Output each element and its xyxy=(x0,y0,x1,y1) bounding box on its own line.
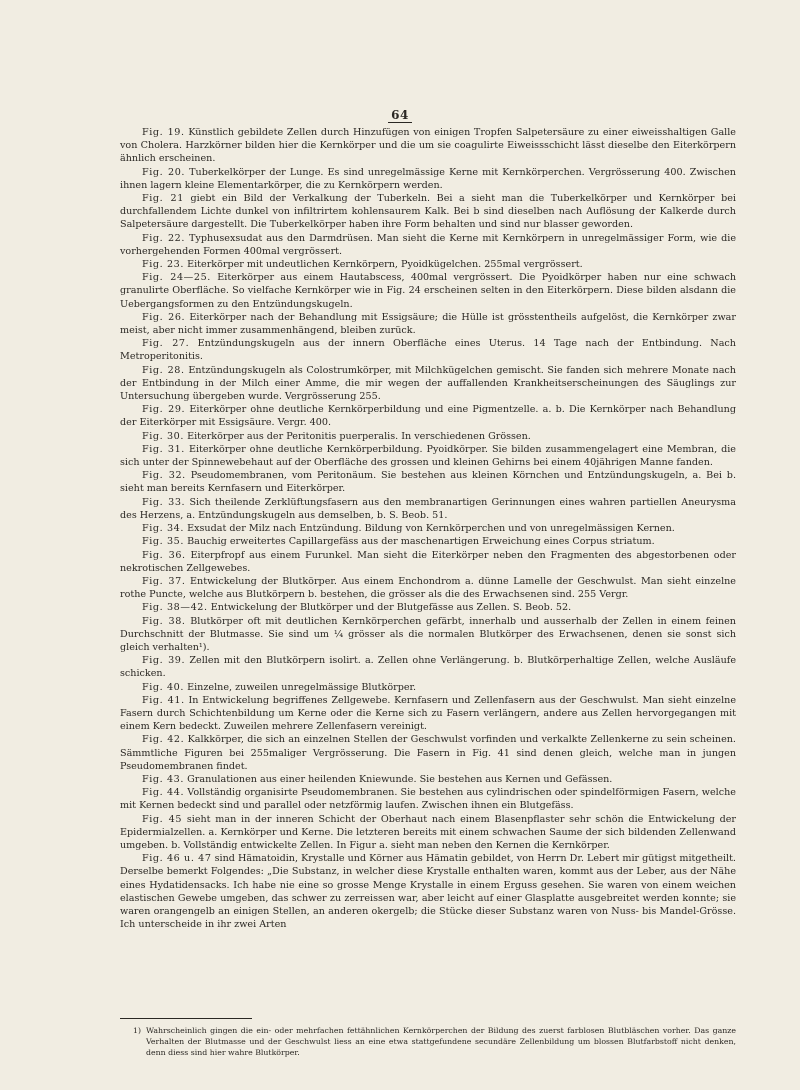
figure-description xyxy=(120,258,736,271)
figure-description xyxy=(120,443,736,469)
figure-reference: Fig. 38. xyxy=(142,615,186,627)
figure-description xyxy=(120,192,736,232)
figure-reference: Fig. 32. xyxy=(142,470,186,482)
figure-caption-text: Eiterkörper aus einem Hautabscess, 400mal vergrössert. Die Pyoidkörper haben nur eine schwach granulirte Oberfläche. So vielfache Kernkörper wie in Fig. 24 erscheinen selten in den Eiterkörpern. Diese bilden alsdann die Uebergangsformen zu den Entzündungskugeln. xyxy=(120,272,736,310)
figure-reference: Fig. 46 u. 47 xyxy=(142,853,212,865)
figure-reference: Fig. 23. xyxy=(142,259,185,271)
figure-reference: Fig. 20. xyxy=(142,166,186,178)
figure-description xyxy=(120,232,736,258)
figure-caption-text: Granulationen aus einer heilenden Kniewunde. Sie bestehen aus Kernen und Gefässen. xyxy=(187,773,613,785)
figure-reference: Fig. 31. xyxy=(142,443,185,455)
figure-description xyxy=(120,403,736,429)
figure-description xyxy=(120,852,736,931)
figure-reference: Fig. 45 xyxy=(142,813,183,825)
figure-description xyxy=(120,496,736,522)
figure-caption-text: Eiterpfropf aus einem Furunkel. Man sieht die Eiterkörper neben den Fragmenten des abgestorbenen oder nekrotischen Zellgewebes. xyxy=(120,549,736,574)
figure-reference: Fig. 44. xyxy=(142,787,185,799)
figure-description xyxy=(120,430,736,443)
figure-caption-text: Eiterkörper aus der Peritonitis puerperalis. In verschiedenen Grössen. xyxy=(187,430,531,442)
figure-reference: Fig. 43. xyxy=(142,773,185,785)
figure-reference: Fig. 39. xyxy=(142,655,186,667)
figure-caption-text: giebt ein Bild der Verkalkung der Tuberkeln. Bei a sieht man die Tuberkelkörper und Kernkörper bei durchfallendem Lichte dunkel von infiltrirtem kohlensaurem Kalk. Bei b sind dieselben nach Auflösung der Kalkerde durch Salpetersäure dargestellt. Die Tuberkelkörper haben ihre Form behalten und sind nur blasser geworden. xyxy=(120,193,736,231)
figure-caption-text: Entzündungskugeln aus der innern Oberfläche eines Uterus. 14 Tage nach der Entbindung. Nach Metroperitonitis. xyxy=(120,338,736,363)
figure-reference: Fig. 40. xyxy=(142,681,185,693)
figure-description xyxy=(120,601,736,614)
figure-description xyxy=(120,733,736,773)
figure-caption-text: Sich theilende Zerklüftungsfasern aus den membranartigen Gerinnungen eines wahren partiellen Aneurysma des Herzens, a. Entzündungskugeln aus demselben, b. S. Beob. 51. xyxy=(120,496,736,521)
figure-reference: Fig. 33. xyxy=(142,496,186,508)
figure-description xyxy=(120,469,736,495)
figure-caption-text: Eiterkörper ohne deutliche Kernkörperbildung und eine Pigmentzelle. a. b. Die Kernkörper nach Behandlung der Eiterkörper mit Essigsäure. Vergr. 400. xyxy=(120,404,736,429)
figure-caption-text: Blutkörper oft mit deutlichen Kernkörperchen gefärbt, innerhalb und ausserhalb der Zellen in einem feinen Durchschnitt der Blutmasse. Sie sind um ¼ grösser als die normalen Blutkörper des Erwachsenen, denen sie sonst sich gleich verhalten¹). xyxy=(120,615,736,653)
page-number: 64 xyxy=(0,108,800,122)
figure-description xyxy=(120,166,736,192)
figure-reference: Fig. 37. xyxy=(142,575,186,587)
footnote-mark: 1) xyxy=(133,1026,142,1035)
figure-description xyxy=(120,681,736,694)
figure-reference: Fig. 22. xyxy=(142,232,185,244)
figure-description xyxy=(120,654,736,680)
figure-description xyxy=(120,773,736,786)
figure-reference: Fig. 41. xyxy=(142,694,185,706)
footnote-rule xyxy=(120,1018,252,1019)
figure-reference: Fig. 34. xyxy=(142,523,185,535)
figure-caption-text: Eiterkörper mit undeutlichen Kernkörpern, Pyoidkügelchen. 255mal vergrössert. xyxy=(187,259,583,271)
figure-description xyxy=(120,615,736,655)
figure-description xyxy=(120,311,736,337)
figure-caption-text: Bauchig erweitertes Capillargefäss aus der maschenartigen Erweichung eines Corpus striatum. xyxy=(187,536,655,548)
figure-caption-text: Zellen mit den Blutkörpern isolirt. a. Zellen ohne Verlängerung. b. Blutkörperhaltige Zellen, welche Ausläufe schicken. xyxy=(120,655,736,680)
figure-caption-text: Tuberkelkörper der Lunge. Es sind unregelmässige Kerne mit Kernkörperchen. Vergrösserung 400. Zwischen ihnen lagern kleine Elementarkörper, die zu Kernkörpern werden. xyxy=(120,166,736,191)
figure-description xyxy=(120,813,736,853)
figure-reference: Fig. 21 xyxy=(142,193,184,205)
figure-caption-text: sieht man in der inneren Schicht der Oberhaut nach einem Blasenpflaster sehr schön die Entwickelung der Epidermialzellen. a. Kernkörper und Kerne. Die letzteren bereits mit einem schwachen Saume der sich bildenden Zellenwand umgeben. b. Vollständig entwickelte Zellen. In Figur a. sieht man neben den Kernen die Kernkörper. xyxy=(120,813,736,851)
figure-reference: Fig. 30. xyxy=(142,430,185,442)
figure-reference: Fig. 27. xyxy=(142,338,190,350)
figure-caption-text: Entzündungskugeln als Colostrumkörper, mit Milchkügelchen gemischt. Sie fanden sich mehrere Monate nach der Entbindung in der Milch einer Amme, die mir wegen der auffallenden Krankheitserscheinungen des Säuglings zur Untersuchung übergeben wurde. Vergrösserung 255. xyxy=(120,364,736,403)
figure-caption-text: Eiterkörper nach der Behandlung mit Essigsäure; die Hülle ist grösstentheils aufgelöst, die Kernkörper zwar meist, aber nicht immer zusammenhängend, bleiben zurück. xyxy=(120,311,736,337)
figure-description xyxy=(120,271,736,311)
figure-caption-text: sind Hämatoidin, Krystalle und Körner aus Hämatin gebildet, von Herrn Dr. Lebert mir gütigst mitgetheilt. Derselbe bemerkt Folgendes: „Die Substanz, in welcher diese Krystalle enthalten waren, kommt aus der Leber, aus der Nähe eines Hydatidensacks. Ich habe nie eine so grosse Menge Krystalle in einem Erguss gesehen. Sie waren von einem weichen elastischen Gewebe umgeben, das schwer zu zerreissen war, aber leicht auf einer Glasplatte ausgebreitet werden konnte; sie waren orangengelb an einigen Stellen, an anderen okergelb; die Stücke dieser Substanz waren von Nuss- bis Mandel-Grösse. Ich unterscheide in ihr zwei Arten xyxy=(120,853,736,931)
figure-description xyxy=(120,549,736,575)
figure-description xyxy=(120,694,736,734)
figure-reference: Fig. 28. xyxy=(142,364,185,376)
figure-reference: Fig. 35. xyxy=(142,536,185,548)
footnote xyxy=(133,1025,736,1059)
figure-caption-text: Entwickelung der Blutkörper. Aus einem Enchondrom a. dünne Lamelle der Geschwulst. Man sieht einzelne rothe Puncte, welche aus Blutkörpern b. bestehen, die grösser als die des Erwachsenen sind. 255 Vergr. xyxy=(120,575,736,601)
figure-description xyxy=(120,786,736,812)
figure-descriptions xyxy=(120,126,736,931)
figure-description xyxy=(120,575,736,601)
figure-reference: Fig. 38—42. xyxy=(142,602,208,614)
figure-description xyxy=(120,535,736,548)
figure-reference: Fig. 19. xyxy=(142,127,185,138)
figure-caption-text: Entwickelung der Blutkörper und der Blutgefässe aus Zellen. S. Beob. 52. xyxy=(210,602,572,614)
figure-reference: Fig. 29. xyxy=(142,404,186,416)
figure-caption-text: Einzelne, zuweilen unregelmässige Blutkörper. xyxy=(187,681,417,693)
figure-caption-text: Pseudomembranen, vom Peritonäum. Sie bestehen aus kleinen Körnchen und Entzündungskugeln, a. Bei b. sieht man bereits Kernfasern und Eiterkörper. xyxy=(120,470,736,495)
figure-reference: Fig. 42. xyxy=(142,734,185,746)
figure-reference: Fig. 36. xyxy=(142,549,186,561)
figure-caption-text: Exsudat der Milz nach Entzündung. Bildung von Kernkörperchen und von unregelmässigen Kernen. xyxy=(187,523,675,535)
figure-caption-text: In Entwickelung begriffenes Zellgewebe. Kernfasern und Zellenfasern aus der Geschwulst. Man sieht einzelne Fasern durch Schichtenbildung um Kerne oder die Kerne sich zu Fasern verlängern, andere aus Zellen hervorgegangen mit einem Kern bedeckt. Zuweilen mehrere Zellenfasern vereinigt. xyxy=(120,694,736,733)
figure-reference: Fig. 26. xyxy=(142,311,186,323)
figure-description xyxy=(120,364,736,404)
figure-reference: Fig. 24—25. xyxy=(142,272,211,284)
figure-description xyxy=(120,126,736,166)
figure-caption-text: Eiterkörper ohne deutliche Kernkörperbildung. Pyoidkörper. Sie bilden zusammengelagert eine Membran, die sich unter der Spinnewebehaut auf der Oberfläche des grossen und kleinen Gehirns bei einem 40jährigen Manne fanden. xyxy=(120,443,736,469)
footnote-text: Wahrscheinlich gingen die ein- oder mehrfachen fettähnlichen Kernkörperchen der Bildung des zuerst farblosen Blutbläschen vorher. Das ganze Verhalten der Blutmasse und der Geschwulst liess an eine etwa stattgefundene secundäre Zellenbildung um blossen Blutfarbstoff nicht denken, denn diess sind hier wahre Blutkörper. xyxy=(146,1026,736,1058)
figure-description xyxy=(120,337,736,363)
figure-caption-text: Typhusexsudat aus den Darmdrüsen. Man sieht die Kerne mit Kernkörpern in unregelmässiger Form, wie die vorhergehenden Formen 400mal vergrössert. xyxy=(120,232,736,257)
figure-description xyxy=(120,522,736,535)
figure-caption-text: Künstlich gebildete Zellen durch Hinzufügen von einigen Tropfen Salpetersäure zu einer eiweisshaltigen Galle von Cholera. Harzkörner bilden hier die Kernkörper und die um sie coagulirte Eiweissschicht lässt dieselbe den Eiterkörpern ähnlich erscheinen. xyxy=(120,127,736,165)
figure-caption-text: Kalkkörper, die sich an einzelnen Stellen der Geschwulst vorfinden und verkalkte Zellenkerne zu sein scheinen. Sämmtliche Figuren bei 255maliger Vergrösserung. Die Fasern in Fig. 41 sind denen gleich, welche man in jungen Pseudomembranen findet. xyxy=(120,734,736,772)
figure-caption-text: Vollständig organisirte Pseudomembranen. Sie bestehen aus cylindrischen oder spindelförmigen Fasern, welche mit Kernen bedeckt sind und parallel oder netzförmig laufen. Zwischen ihnen ein Blutgefäss. xyxy=(120,787,736,812)
